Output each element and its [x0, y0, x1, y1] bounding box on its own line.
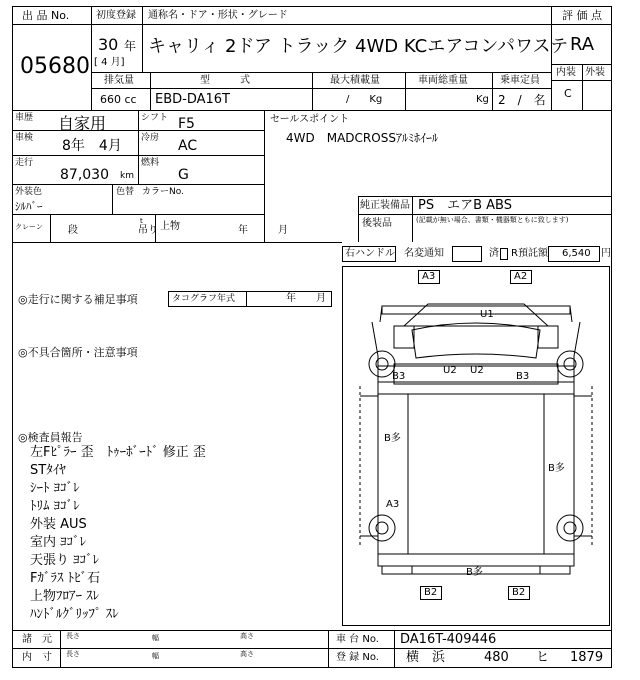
deck-value: 年 月	[238, 225, 288, 236]
damage-mark: U2	[443, 365, 457, 376]
displacement-value: 660 cc	[100, 93, 137, 106]
model-value: EBD-DA16T	[155, 92, 230, 107]
color-no-label: 色替	[116, 187, 135, 197]
mileage-label: 走行	[15, 158, 34, 168]
capacity-value: 2 / 名	[498, 93, 546, 107]
width-label: 幅	[152, 634, 159, 642]
damage-mark: A2	[514, 271, 528, 282]
rating-value: RA	[570, 34, 595, 55]
ac-value: AC	[178, 138, 198, 154]
recall-amount: 6,540	[562, 248, 591, 259]
width-label: 幅	[152, 652, 159, 660]
history-value: 自家用	[58, 114, 107, 133]
damage-mark: B多	[466, 567, 483, 578]
deck-label: 上物	[160, 221, 180, 232]
mileage-unit: km	[120, 171, 134, 181]
lot-no-label: 出 品 No.	[22, 9, 70, 22]
length-label: 長さ	[66, 632, 80, 640]
aftermarket-label: 後装品	[362, 218, 392, 229]
reg-label: 登 録 No.	[336, 652, 379, 663]
reg-year: 30	[98, 35, 119, 54]
aftermarket-note: (記載が無い場合、書類・機器類ともに致します)	[416, 216, 569, 224]
crane-value: 段 吊り	[68, 225, 158, 236]
reg-class: 480	[484, 650, 509, 665]
ac-label: 冷房	[141, 133, 160, 143]
interior-label: 内装	[556, 67, 576, 78]
damage-mark: B3	[516, 371, 530, 382]
rating-label: 評 価 点	[562, 9, 602, 22]
recall-label: R預託額	[511, 248, 548, 259]
report-line: 天張り ﾖｺﾞﾚ	[30, 553, 100, 568]
dims-label: 諸 元	[22, 634, 52, 645]
driving-notes-label: ◎走行に関する補足事項	[18, 293, 138, 306]
history-label: 車歴	[15, 113, 34, 123]
damage-mark: U2	[470, 365, 484, 376]
tacho-value: 年 月	[286, 293, 326, 304]
gross-weight-label: 車両総重量	[418, 75, 468, 86]
report-line: 室内 ﾖｺﾞﾚ	[30, 535, 87, 550]
fuel-value: G	[178, 167, 189, 183]
height-label: 高さ	[240, 650, 254, 658]
name-label: 通称名・ドア・形状・グレード	[148, 10, 288, 21]
report-line: 外装 AUS	[30, 517, 87, 532]
damage-mark: B2	[512, 587, 526, 598]
max-load-label: 最大積載量	[330, 75, 380, 86]
max-load-value: / Kg	[346, 94, 383, 105]
equipment-value: PS エアB ABS	[418, 198, 512, 213]
displacement-label: 排気量	[104, 75, 134, 86]
report-line: 左Fﾋﾟﾗｰ 歪 ﾄｩｰﾎﾞｰﾄﾞ 修正 歪	[30, 445, 206, 460]
mileage-value: 87,030	[60, 167, 109, 183]
recall-unit: 円	[601, 248, 611, 259]
damage-mark: B3	[392, 371, 406, 382]
damage-mark: U1	[480, 309, 494, 320]
report-line: ﾄﾘﾑ ﾖｺﾞﾚ	[30, 499, 80, 514]
sales-points-text: 4WD MADCROSSｱﾙﾐﾎｲｰﾙ	[286, 131, 438, 145]
exterior-color-label: 外装色	[15, 187, 43, 197]
first-reg-label: 初度登録	[96, 10, 136, 21]
car-name: キャリィ 2ドア トラック 4WD KCエアコンパワステ	[148, 36, 569, 57]
dims-inner-label: 内 寸	[22, 652, 52, 663]
shift-label: シフト	[141, 113, 169, 123]
recall-prefix: 済	[489, 248, 499, 259]
model-label: 型 式	[200, 75, 250, 86]
reg-number: 1879	[570, 650, 604, 665]
defects-label: ◎不具合箇所・注意事項	[18, 346, 138, 359]
damage-mark: A3	[386, 499, 400, 510]
length-label: 長さ	[66, 650, 80, 658]
color-code-label: カラーNo.	[142, 187, 184, 197]
reg-kana: ヒ	[536, 650, 550, 665]
report-line: 上物ﾌﾛｱｰ ｽﾚ	[30, 589, 100, 604]
shift-value: F5	[178, 116, 195, 132]
lot-number: 05680	[20, 54, 90, 79]
height-label: 高さ	[240, 632, 254, 640]
report-line: ﾊﾝﾄﾞﾙｸﾞﾘｯﾌﾟ ｽﾚ	[30, 607, 119, 622]
tacho-label: タコグラフ年式	[172, 294, 236, 304]
fuel-label: 燃料	[141, 158, 160, 168]
exterior-color-value: ｼﾙﾊﾞｰ	[15, 200, 43, 213]
reg-area: 横 浜	[406, 650, 446, 665]
name-change-label: 名変通知	[404, 248, 444, 259]
crane-ton: t	[140, 217, 143, 225]
capacity-label: 乗車定員	[500, 75, 540, 86]
reg-year-unit: 年	[124, 39, 137, 53]
sales-points-label: セールスポイント	[270, 114, 350, 125]
damage-mark: B多	[548, 463, 565, 474]
crane-label: クレーン	[15, 223, 43, 231]
inspection-label: 車検	[15, 133, 34, 143]
inspection-value: 8年 4月	[62, 138, 122, 154]
damage-mark: B多	[384, 433, 401, 444]
report-line: Fｶﾞﾗｽ ﾄﾋﾞ石	[30, 571, 101, 586]
damage-mark: A3	[422, 271, 436, 282]
report-line: ｼｰﾄ ﾖｺﾞﾚ	[30, 481, 80, 496]
gross-weight-value: Kg	[476, 94, 489, 105]
right-handle-label: 右ハンドル	[345, 248, 395, 259]
interior-grade: C	[564, 87, 572, 100]
chassis-value: DA16T-409446	[400, 632, 497, 647]
inspector-report-label: ◎検査員報告	[18, 431, 83, 444]
report-line: STﾀｲﾔ	[30, 463, 66, 478]
exterior-label: 外装	[585, 67, 605, 78]
reg-month: [ 4 月]	[94, 57, 125, 68]
recall-check-box	[500, 248, 508, 260]
damage-mark: B2	[424, 587, 438, 598]
equipment-label: 純正装備品	[360, 200, 410, 211]
chassis-label: 車 台 No.	[336, 634, 379, 645]
name-change-box	[452, 246, 482, 262]
